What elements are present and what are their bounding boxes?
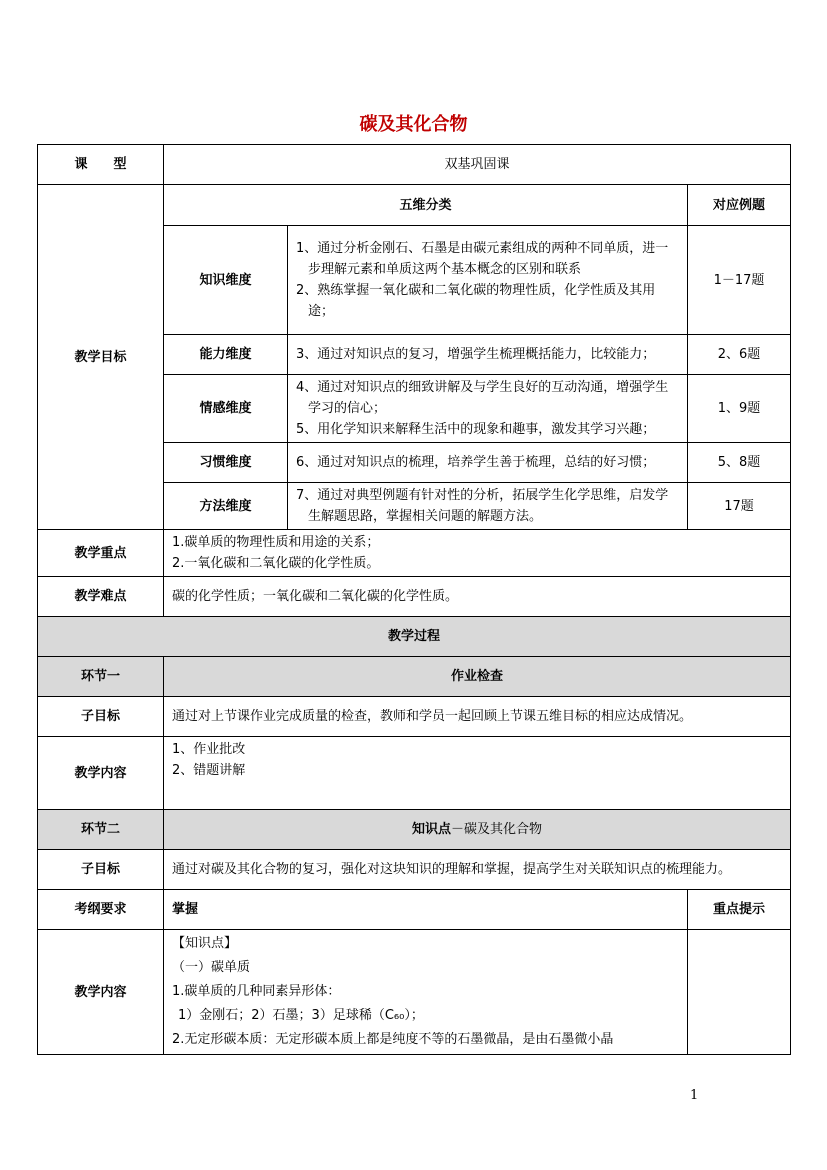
lesson-plan-table — [37, 144, 791, 1055]
stage1-content — [164, 737, 791, 810]
objective-item: 6、通过对知识点的梳理，培养学生善于梳理，总结的好习惯； — [296, 455, 656, 470]
stage1-content-row — [38, 737, 791, 810]
content-line: 1.碳单质的几种同素异形体： — [172, 984, 341, 999]
stage1-content-label: 教学内容 — [38, 737, 164, 810]
key-points-label: 教学重点 — [38, 530, 164, 577]
hint-cell — [688, 930, 791, 1055]
hint-label: 重点提示 — [688, 890, 791, 930]
examples-value: 5、8题 — [688, 443, 791, 483]
stage1-subgoal: 通过对上节课作业完成质量的检查，教师和学员一起回顾上节课五维目标的相应达成情况。 — [164, 697, 791, 737]
difficulties-content: 碳的化学性质；一氧化碳和二氧化碳的化学性质。 — [164, 577, 791, 617]
objective-item: 7、通过对典型例题有针对性的分析，拓展学生化学思维，启发学生解题思路，掌握相关问题的解题方法。 — [296, 488, 669, 524]
key-points-content — [164, 530, 791, 577]
stage1-subgoal-label: 子目标 — [38, 697, 164, 737]
examples-value: 1－17题 — [688, 226, 791, 335]
course-type-value: 双基巩固课 — [164, 145, 791, 185]
dimension-label: 习惯维度 — [164, 443, 288, 483]
objective-item: 1、通过分析金刚石、石墨是由碳元素组成的两种不同单质，进一步理解元素和单质这两个基本概念的区别和联系 — [296, 241, 669, 277]
dimension-label: 方法维度 — [164, 483, 288, 530]
objectives-header-row — [38, 185, 791, 226]
stage2-row — [38, 810, 791, 850]
objective-items — [288, 335, 688, 375]
objectives-label: 教学目标 — [38, 185, 164, 530]
key-points-row — [38, 530, 791, 577]
content-line: 2.无定形碳本质：无定形碳本质上都是纯度不等的石墨微晶，是由石墨微小晶 — [172, 1032, 614, 1047]
objective-items — [288, 483, 688, 530]
objective-items — [288, 443, 688, 483]
key-point-line: 2.一氧化碳和二氧化碳的化学性质。 — [172, 556, 380, 571]
difficulties-row — [38, 577, 791, 617]
course-type-label: 课 型 — [38, 145, 164, 185]
stage1-row — [38, 657, 791, 697]
objective-item: 5、用化学知识来解释生活中的现象和趣事，激发其学习兴趣； — [296, 422, 656, 437]
objective-item: 3、通过对知识点的复习，增强学生梳理概括能力，比较能力； — [296, 347, 656, 362]
examples-value: 2、6题 — [688, 335, 791, 375]
requirement-label: 考纲要求 — [38, 890, 164, 930]
key-point-line: 1.碳单质的物理性质和用途的关系； — [172, 535, 380, 550]
content-line: 2、错题讲解 — [172, 763, 246, 778]
objective-item: 2、熟练掌握一氧化碳和二氧化碳的物理性质，化学性质及其用途； — [296, 283, 656, 319]
dimension-label: 知识维度 — [164, 226, 288, 335]
course-type-row — [38, 145, 791, 185]
stage2-title-rest: －碳及其化合物 — [451, 822, 543, 837]
examples-value: 1、9题 — [688, 375, 791, 443]
content-line: 【知识点】 — [172, 936, 238, 951]
objective-items — [288, 375, 688, 443]
stage2-content — [164, 930, 688, 1055]
stage1-title: 作业检查 — [164, 657, 791, 697]
requirement-row — [38, 890, 791, 930]
stage2-subgoal: 通过对碳及其化合物的复习，强化对这块知识的理解和掌握，提高学生对关联知识点的梳理能力。 — [164, 850, 791, 890]
stage2-content-row — [38, 930, 791, 1055]
stage1-subgoal-row — [38, 697, 791, 737]
stage2-title — [164, 810, 791, 850]
stage2-subgoal-label: 子目标 — [38, 850, 164, 890]
content-line: （一）碳单质 — [172, 960, 251, 975]
stage2-content-label: 教学内容 — [38, 930, 164, 1055]
process-header: 教学过程 — [38, 617, 791, 657]
document-title: 碳及其化合物 — [359, 114, 468, 135]
content-line: 1、作业批改 — [172, 742, 246, 757]
objective-items — [288, 226, 688, 335]
requirement-value: 掌握 — [164, 890, 688, 930]
content-line: 1）金刚石；2）石墨；3）足球稀（C₆₀）； — [178, 1008, 424, 1023]
process-header-row — [38, 617, 791, 657]
examples-value: 17题 — [688, 483, 791, 530]
five-dimension-header: 五维分类 — [164, 185, 688, 226]
difficulties-label: 教学难点 — [38, 577, 164, 617]
examples-header: 对应例题 — [688, 185, 791, 226]
stage2-title-bold: 知识点 — [412, 822, 452, 837]
stage2-label: 环节二 — [38, 810, 164, 850]
dimension-label: 能力维度 — [164, 335, 288, 375]
dimension-label: 情感维度 — [164, 375, 288, 443]
page-number: 1 — [690, 1088, 699, 1103]
objective-item: 4、通过对知识点的细致讲解及与学生良好的互动沟通，增强学生学习的信心； — [296, 380, 669, 416]
stage2-subgoal-row — [38, 850, 791, 890]
stage1-label: 环节一 — [38, 657, 164, 697]
